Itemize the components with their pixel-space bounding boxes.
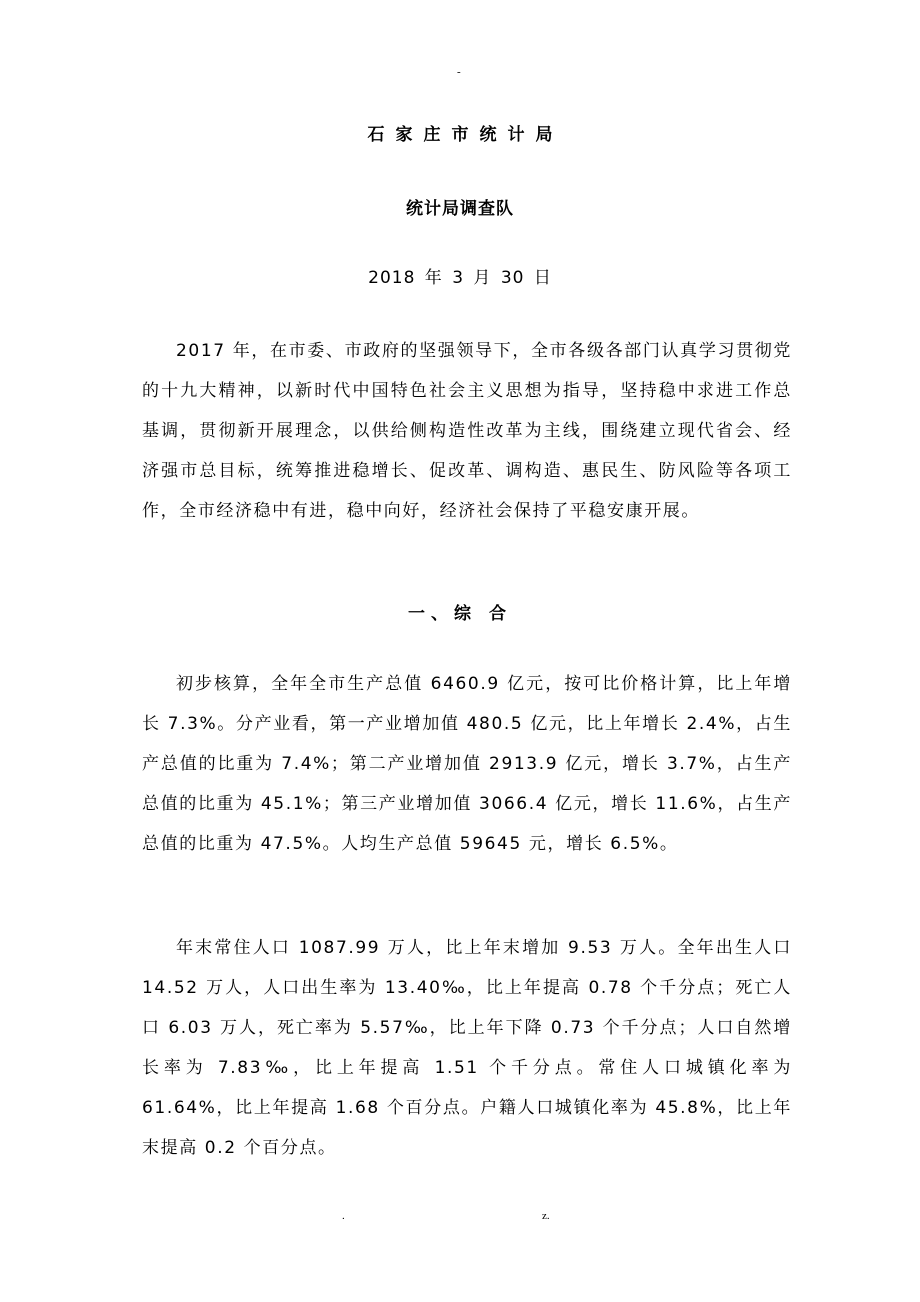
header-mark: - (457, 66, 461, 78)
population-paragraph: 年末常住人口 1087.99 万人，比上年末增加 9.53 万人。全年出生人口 14.52 万人，人口出生率为 13.40‰，比上年提高 0.78 个千分点；死亡人口 6.03 万人，死亡率为 5.57‰，比上年下降 0.73 个千分点；人口自然增长率为 7.83‰，比上年提高 1.51 个千分点。常住人口城镇化率为 61.64%，比上年提高 1.68 个百分点。户籍人口城镇化率为 45.8%，比上年末提高 0.2 个百分点。 (142, 938, 792, 1158)
document-title: 石家庄市统计局 (367, 125, 564, 145)
document-subtitle: 统计局调查队 (406, 199, 514, 219)
section-heading: 一、综 合 (408, 604, 512, 624)
gdp-paragraph: 初步核算，全年全市生产总值 6460.9 亿元，按可比价格计算，比上年增长 7.3%。分产业看，第一产业增加值 480.5 亿元，比上年增长 2.4%，占生产总值的比重为 7.4%；第二产业增加值 2913.9 亿元，增长 3.7%，占生产总值的比重为 45.1%；第三产业增加值 3066.4 亿元，增长 11.6%，占生产总值的比重为 47.5%。人均生产总值 59645 元，增长 6.5%。 (142, 674, 792, 854)
intro-paragraph: 2017 年，在市委、市政府的坚强领导下，全市各级各部门认真学习贯彻党的十九大精神，以新时代中国特色社会主义思想为指导，坚持稳中求进工作总基调，贯彻新开展理念，以供给侧构造性改革为主线，围绕建立现代省会、经济强市总目标，统筹推进稳增长、促改革、调构造、惠民生、防风险等各项工作，全市经济稳中有进，稳中向好，经济社会保持了平稳安康开展。 (142, 341, 792, 521)
footer-mark-left: . (342, 1210, 345, 1222)
document-date: 2018 年 3 月 30 日 (368, 268, 552, 288)
footer-mark-right: z. (542, 1210, 550, 1222)
